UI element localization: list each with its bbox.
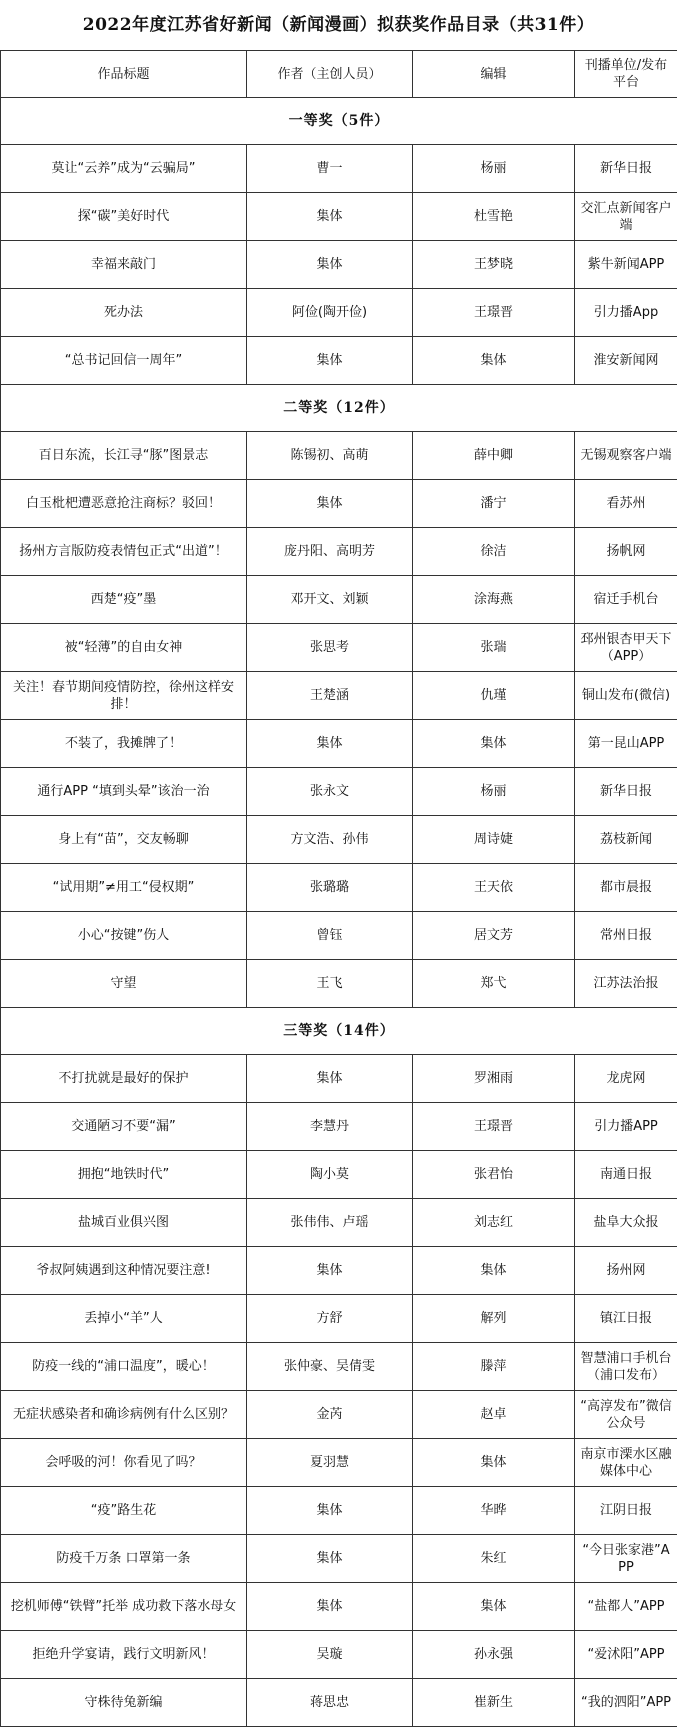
cell-author: 集体	[247, 193, 413, 241]
cell-platform: 江苏法治报	[575, 960, 677, 1008]
table-row	[1, 576, 677, 624]
cell-title: 爷叔阿姨遇到这种情况要注意!	[1, 1247, 247, 1295]
cell-author: 集体	[247, 1247, 413, 1295]
cell-platform: “爱沭阳”APP	[575, 1631, 677, 1679]
cell-platform: 龙虎网	[575, 1055, 677, 1103]
cell-platform: “今日张家港”APP	[575, 1535, 677, 1583]
cell-title: 被“轻薄”的自由女神	[1, 624, 247, 672]
cell-author: 陈锡初、高萌	[247, 432, 413, 480]
cell-editor: 解列	[413, 1295, 575, 1343]
cell-platform: 新华日报	[575, 145, 677, 193]
cell-platform: 新华日报	[575, 768, 677, 816]
cell-title: 西楚“疫”墨	[1, 576, 247, 624]
table-row	[1, 1343, 677, 1391]
cell-title: 不装了，我摊牌了！	[1, 720, 247, 768]
cell-platform: 扬帆网	[575, 528, 677, 576]
cell-author: 邓开文、刘颖	[247, 576, 413, 624]
table-row	[1, 1391, 677, 1439]
cell-author: 集体	[247, 337, 413, 385]
section-row	[1, 385, 677, 432]
cell-title: 挖机师傅“铁臂”托举 成功救下落水母女	[1, 1583, 247, 1631]
cell-title: “总书记回信一周年”	[1, 337, 247, 385]
cell-author: 集体	[247, 480, 413, 528]
cell-author: 阿俭(陶开俭)	[247, 289, 413, 337]
cell-editor: 王璟晋	[413, 289, 575, 337]
table-row	[1, 241, 677, 289]
cell-title: 拥抱“地铁时代”	[1, 1151, 247, 1199]
cell-title: “疫”路生花	[1, 1487, 247, 1535]
cell-title: 白玉枇杷遭恶意抢注商标？驳回！	[1, 480, 247, 528]
cell-platform: 铜山发布(微信)	[575, 672, 677, 720]
cell-editor: 集体	[413, 720, 575, 768]
section-row	[1, 98, 677, 145]
cell-title: 小心“按键”伤人	[1, 912, 247, 960]
header-platform: 刊播单位/发布平台	[575, 51, 677, 98]
cell-title: 扬州方言版防疫表情包正式“出道”！	[1, 528, 247, 576]
cell-platform: “高淳发布”微信公众号	[575, 1391, 677, 1439]
cell-editor: 涂海燕	[413, 576, 575, 624]
cell-editor: 集体	[413, 337, 575, 385]
cell-title: 交通陋习不要“漏”	[1, 1103, 247, 1151]
table-row	[1, 768, 677, 816]
cell-platform: 盐阜大众报	[575, 1199, 677, 1247]
table-row	[1, 1439, 677, 1487]
cell-editor: 罗湘雨	[413, 1055, 575, 1103]
award-table	[0, 50, 677, 1727]
cell-platform: 看苏州	[575, 480, 677, 528]
table-row	[1, 1631, 677, 1679]
cell-author: 曹一	[247, 145, 413, 193]
cell-platform: 邳州银杏甲天下（APP）	[575, 624, 677, 672]
table-row	[1, 1679, 677, 1727]
cell-author: 金芮	[247, 1391, 413, 1439]
cell-editor: 赵卓	[413, 1391, 575, 1439]
cell-platform: 紫牛新闻APP	[575, 241, 677, 289]
table-row	[1, 337, 677, 385]
cell-editor: 华晔	[413, 1487, 575, 1535]
cell-editor: 仇瑾	[413, 672, 575, 720]
cell-platform: 都市晨报	[575, 864, 677, 912]
cell-author: 方文浩、孙伟	[247, 816, 413, 864]
table-row	[1, 480, 677, 528]
section-label: 二等奖（12件）	[1, 385, 677, 432]
table-row	[1, 1151, 677, 1199]
cell-author: 庞丹阳、高明芳	[247, 528, 413, 576]
table-row	[1, 1583, 677, 1631]
cell-editor: 刘志红	[413, 1199, 575, 1247]
table-row	[1, 960, 677, 1008]
cell-title: 盐城百业俱兴图	[1, 1199, 247, 1247]
cell-title: 百日东流，长江寻“豚”图景志	[1, 432, 247, 480]
cell-title: 防疫千万条 口罩第一条	[1, 1535, 247, 1583]
cell-author: 王楚涵	[247, 672, 413, 720]
cell-author: 集体	[247, 1583, 413, 1631]
cell-platform: 智慧浦口手机台（浦口发布）	[575, 1343, 677, 1391]
cell-title: 拒绝升学宴请，践行文明新风！	[1, 1631, 247, 1679]
table-row	[1, 816, 677, 864]
cell-editor: 杨丽	[413, 145, 575, 193]
section-row	[1, 1008, 677, 1055]
cell-platform: 扬州网	[575, 1247, 677, 1295]
cell-platform: 南通日报	[575, 1151, 677, 1199]
cell-editor: 周诗婕	[413, 816, 575, 864]
cell-platform: “我的泗阳”APP	[575, 1679, 677, 1727]
cell-editor: 郑弋	[413, 960, 575, 1008]
cell-editor: 孙永强	[413, 1631, 575, 1679]
cell-author: 王飞	[247, 960, 413, 1008]
cell-editor: 薛中卿	[413, 432, 575, 480]
page-title: 2022年度江苏省好新闻（新闻漫画）拟获奖作品目录（共31件）	[82, 15, 595, 35]
cell-title: 不打扰就是最好的保护	[1, 1055, 247, 1103]
cell-editor: 徐洁	[413, 528, 575, 576]
cell-author: 张仲豪、吴倩雯	[247, 1343, 413, 1391]
cell-title: 无症状感染者和确诊病例有什么区别？	[1, 1391, 247, 1439]
cell-author: 张璐璐	[247, 864, 413, 912]
cell-platform: 南京市溧水区融媒体中心	[575, 1439, 677, 1487]
cell-title: “试用期”≠用工“侵权期”	[1, 864, 247, 912]
header-author: 作者（主创人员）	[247, 51, 413, 98]
cell-editor: 张君怡	[413, 1151, 575, 1199]
cell-title: 会呼吸的河！你看见了吗？	[1, 1439, 247, 1487]
cell-author: 集体	[247, 241, 413, 289]
cell-editor: 杨丽	[413, 768, 575, 816]
cell-title: 身上有“苗”，交友畅聊	[1, 816, 247, 864]
cell-editor: 集体	[413, 1247, 575, 1295]
cell-title: 关注！春节期间疫情防控，徐州这样安排！	[1, 672, 247, 720]
cell-platform: 引力播App	[575, 289, 677, 337]
cell-editor: 崔新生	[413, 1679, 575, 1727]
cell-platform: 江阴日报	[575, 1487, 677, 1535]
table-row	[1, 193, 677, 241]
table-row	[1, 432, 677, 480]
cell-author: 蒋思忠	[247, 1679, 413, 1727]
award-table-body	[1, 51, 677, 1727]
table-header-row	[1, 51, 677, 98]
cell-title: 防疫一线的“浦口温度”，暖心！	[1, 1343, 247, 1391]
cell-author: 集体	[247, 1487, 413, 1535]
cell-platform: 荔枝新闻	[575, 816, 677, 864]
table-row	[1, 1487, 677, 1535]
cell-editor: 王梦晓	[413, 241, 575, 289]
cell-editor: 朱红	[413, 1535, 575, 1583]
cell-editor: 集体	[413, 1439, 575, 1487]
cell-author: 集体	[247, 1055, 413, 1103]
table-row	[1, 1247, 677, 1295]
cell-title: 探“碳”美好时代	[1, 193, 247, 241]
table-row	[1, 528, 677, 576]
cell-author: 张永文	[247, 768, 413, 816]
cell-author: 张思考	[247, 624, 413, 672]
table-row	[1, 720, 677, 768]
header-title: 作品标题	[1, 51, 247, 98]
cell-author: 吴璇	[247, 1631, 413, 1679]
table-row	[1, 289, 677, 337]
cell-platform: 宿迁手机台	[575, 576, 677, 624]
table-row	[1, 1055, 677, 1103]
cell-editor: 杜雪艳	[413, 193, 575, 241]
cell-author: 集体	[247, 720, 413, 768]
section-label: 一等奖（5件）	[1, 98, 677, 145]
cell-author: 李慧丹	[247, 1103, 413, 1151]
table-row	[1, 912, 677, 960]
cell-platform: 第一昆山APP	[575, 720, 677, 768]
cell-platform: 引力播APP	[575, 1103, 677, 1151]
table-row	[1, 1103, 677, 1151]
cell-author: 夏羽慧	[247, 1439, 413, 1487]
table-row	[1, 864, 677, 912]
cell-editor: 潘宁	[413, 480, 575, 528]
cell-title: 丢掉小“羊”人	[1, 1295, 247, 1343]
table-row	[1, 1199, 677, 1247]
cell-title: 通行APP “填到头晕”该治一治	[1, 768, 247, 816]
header-editor: 编辑	[413, 51, 575, 98]
cell-author: 方舒	[247, 1295, 413, 1343]
table-row	[1, 1535, 677, 1583]
cell-editor: 王天依	[413, 864, 575, 912]
cell-author: 曾钰	[247, 912, 413, 960]
cell-author: 张伟伟、卢瑶	[247, 1199, 413, 1247]
cell-author: 集体	[247, 1535, 413, 1583]
table-row	[1, 672, 677, 720]
cell-platform: 无锡观察客户端	[575, 432, 677, 480]
table-row	[1, 624, 677, 672]
cell-title: 守株待兔新编	[1, 1679, 247, 1727]
table-row	[1, 1295, 677, 1343]
table-row	[1, 145, 677, 193]
cell-platform: 交汇点新闻客户端	[575, 193, 677, 241]
cell-editor: 居文芳	[413, 912, 575, 960]
section-label: 三等奖（14件）	[1, 1008, 677, 1055]
cell-editor: 集体	[413, 1583, 575, 1631]
cell-editor: 滕萍	[413, 1343, 575, 1391]
cell-author: 陶小莫	[247, 1151, 413, 1199]
cell-editor: 张瑞	[413, 624, 575, 672]
cell-platform: 常州日报	[575, 912, 677, 960]
cell-platform: 镇江日报	[575, 1295, 677, 1343]
cell-platform: “盐都人”APP	[575, 1583, 677, 1631]
cell-editor: 王璟晋	[413, 1103, 575, 1151]
cell-platform: 淮安新闻网	[575, 337, 677, 385]
cell-title: 幸福来敲门	[1, 241, 247, 289]
cell-title: 莫让“云养”成为“云骗局”	[1, 145, 247, 193]
cell-title: 死办法	[1, 289, 247, 337]
cell-title: 守望	[1, 960, 247, 1008]
